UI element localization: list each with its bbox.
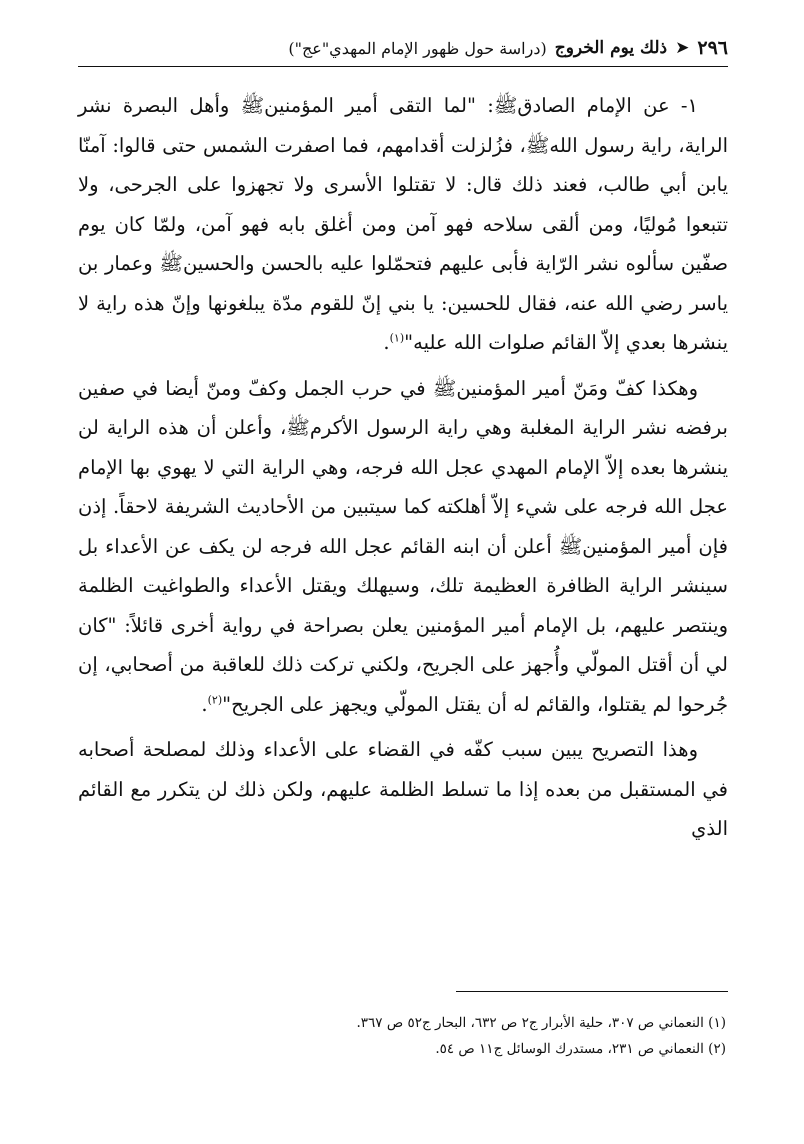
running-header [78,30,728,67]
footnote-divider [456,991,728,992]
footnote-2: (٢) النعماني ص ٢٣١، مستدرك الوسائل ج١١ ص ٥٤. [435,1041,726,1057]
main-text [78,86,728,855]
paragraph-1: ١- عن الإمام الصادقﷺ: "لما التقى أمير المؤمنينﷺ وأهل البصرة نشر الراية، راية رسول اللهﷺ، فزُلزلت أقدامهم، فما اصفرت الشمس حتى قالوا: آمنّا يابن أبي طالب، فعند ذلك قال: لا تقتلوا الأسرى ولا تجهزوا على الجرحى، ولا تتبعوا مُوليًا، ومن ألقى سلاحه فهو آمن ومن أغلق بابه فهو آمن، ولمّا كان يوم صفّين سألوه نشر الرّاية فأبى عليهم فتحمّلوا عليه بالحسن والحسينﷺ وعمار بن ياسر رضي الله عنه، فقال للحسين: يا بني إنّ للقوم مدّة يبلغونها وإنّ هذه راية لا ينشرها بعدي إلاّ القائم صلوات الله عليه"$^{(١)}$. [78,94,728,354]
footnote-ref-1[interactable]: (١) [389,331,405,345]
book-subtitle: (دراسة حول ظهور الإمام المهدي"عج") [288,38,547,58]
paragraph-2: وهكذا كفّ ومَنّ أمير المؤمنينﷺ في حرب الجمل وكفّ ومنّ أيضا في صفين برفضه نشر الراية المغلبة وهي راية الرسول الأكرمﷺ، وأعلن أن هذه الراية لن ينشرها بعده إلاّ الإمام المهدي عجل الله فرجه، وهي الراية التي لا يهوي بها الإمام عجل الله فرجه على شيء إلاّ أهلكته كما سيتبين من الأحاديث الشريفة لاحقاً. إذن فإن أمير المؤمنينﷺ أعلن أن ابنه القائم عجل الله فرجه لن يكف عن الأعداء بل سينشر الراية الظافرة العظيمة تلك، وسيهلك ويقتل الأعداء والطواغيت الظلمة وينتصر عليهم، بل الإمام أمير المؤمنين يعلن بصراحة في رواية أخرى قائلاً: "كان لي أن أقتل المولّي وأُجهز على الجريح، ولكني تركت ذلك للعاقبة من أصحابي، إن جُرحوا لم يقتلوا، والقائم له أن يقتل المولّي ويجهز على الجريح"$^{(٢)}$. [78,376,728,716]
footnotes [78,1010,726,1062]
footnote-1: (١) النعماني ص ٣٠٧، حلية الأبرار ج٢ ص ٦٣٢، البحار ج٥٢ ص ٣٦٧. [356,1015,726,1031]
paragraph-3: وهذا التصريح يبين سبب كفّه في القضاء على الأعداء وذلك لمصلحة أصحابه في المستقبل من بعده إذا ما تسلط الظلمة عليهم، ولكن ذلك لن يتكرر مع القائم الذي [78,738,728,840]
footnote-ref-2[interactable]: (٢) [207,693,223,706]
arrow-left-icon: ➤ [675,38,690,58]
book-title: ذلك يوم الخروج [554,38,668,58]
page-number: ٢٩٦ [697,37,728,59]
